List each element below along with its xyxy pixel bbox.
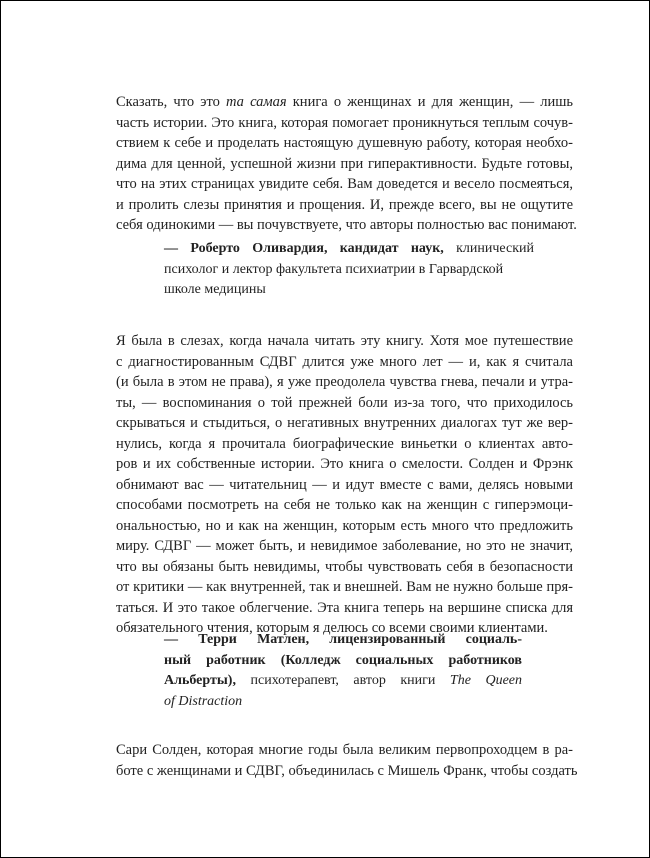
text-line: Сказать, что это та самая книга о женщинах и для женщин, — лишь (116, 94, 573, 110)
quote-attribution-1 (164, 239, 534, 301)
text-line: Альберты), психотерапевт, автор книги The Queen (164, 673, 522, 688)
paragraph-2 (116, 331, 573, 639)
text-line: ров и их собственные истории. Это книга о смелости. Солден и Фрэнк (116, 456, 573, 472)
author-name: — Терри Матлен, лицензированный социаль- (164, 632, 522, 647)
text-line: Сари Солден, которая многие годы была великим первопроходцем в ра- (116, 742, 573, 758)
text-line: и пролить слезы принятия и прощения. И, прежде всего, вы не ощутите (116, 196, 573, 213)
text-line: способами посмотреть на себя не только как на женщин с гиперэмоци- (116, 497, 573, 513)
text-line: обнимают вас — читательниц — и идут вместе с вами, делясь новыми (116, 476, 573, 493)
text-line: себя одинокими — вы почувствуете, что авторы полностью вас понимают. (116, 217, 577, 233)
text-line: — Роберто Оливардия, кандидат наук, клинический (164, 241, 534, 256)
quote-attribution-2 (164, 630, 522, 712)
text-line: обязательного чтения, которым я делюсь со всеми своими клиентами. (116, 620, 548, 636)
text-line: от критики — как внутренней, так и внешней. Вам не нужно больше пря- (116, 579, 573, 595)
text-line: боте с женщинами и СДВГ, объединилась с Мишель Франк, чтобы создать (116, 762, 578, 779)
author-affiliation: ный работник (Колледж социальных работников (164, 652, 522, 668)
text-line: ты, — воспоминания о той прежней боли из-за того, что приходилось (116, 394, 573, 411)
text-line: нулись, когда я прочитала биографические виньетки о клиентах авто- (116, 435, 573, 452)
paragraph-3 (116, 740, 578, 781)
text-line: психолог и лектор факультета психиатрии в Гарвардской (164, 261, 504, 277)
text-line: миру. СДВГ — может быть, и невидимое заболевание, но это не значит, (116, 538, 573, 554)
book-title: of Distraction (164, 693, 243, 709)
emphasis: та самая (226, 94, 287, 110)
text-line: что вы обязаны быть невидимы, чтобы чувствовать себя в безопасности (116, 558, 573, 575)
text-line: дима для ценной, успешной жизни при гиперактивности. Будьте готовы, (116, 155, 573, 172)
text-line: (и была в этом не права), я уже преодолела чувства гнева, печали и утра- (116, 374, 573, 390)
text-line: с диагностированным СДВГ длится уже много лет — и, как я считала (116, 353, 573, 370)
text-line: скрываться и стыдиться, о негативных внутренних диалогах тут же вер- (116, 415, 573, 431)
text-line: ональностью, но и как на женщин, которым есть много что предложить (116, 517, 573, 534)
text-line (164, 651, 522, 672)
text-line: таться. И это такое облегчение. Эта книга теперь на вершине списка для (116, 599, 573, 616)
text-line: школе медицины (164, 282, 266, 297)
text-line: что на этих страницах увидите себя. Вам доведется и весело посмеяться, (116, 176, 573, 192)
text-line (164, 630, 522, 651)
paragraph-1 (116, 92, 577, 236)
text-line: часть истории. Это книга, которая помогает проникнуться теплым сочув- (116, 114, 573, 131)
text-line: Я была в слезах, когда начала читать эту книгу. Хотя мое путешествие (116, 333, 573, 349)
text-line (164, 692, 522, 713)
book-title: The Queen (449, 673, 522, 688)
author-name: — Роберто Оливардия, кандидат наук, (164, 241, 444, 256)
text-line: ствием к себе и проделать настоящую душевную работу, которая необхо- (116, 135, 573, 151)
